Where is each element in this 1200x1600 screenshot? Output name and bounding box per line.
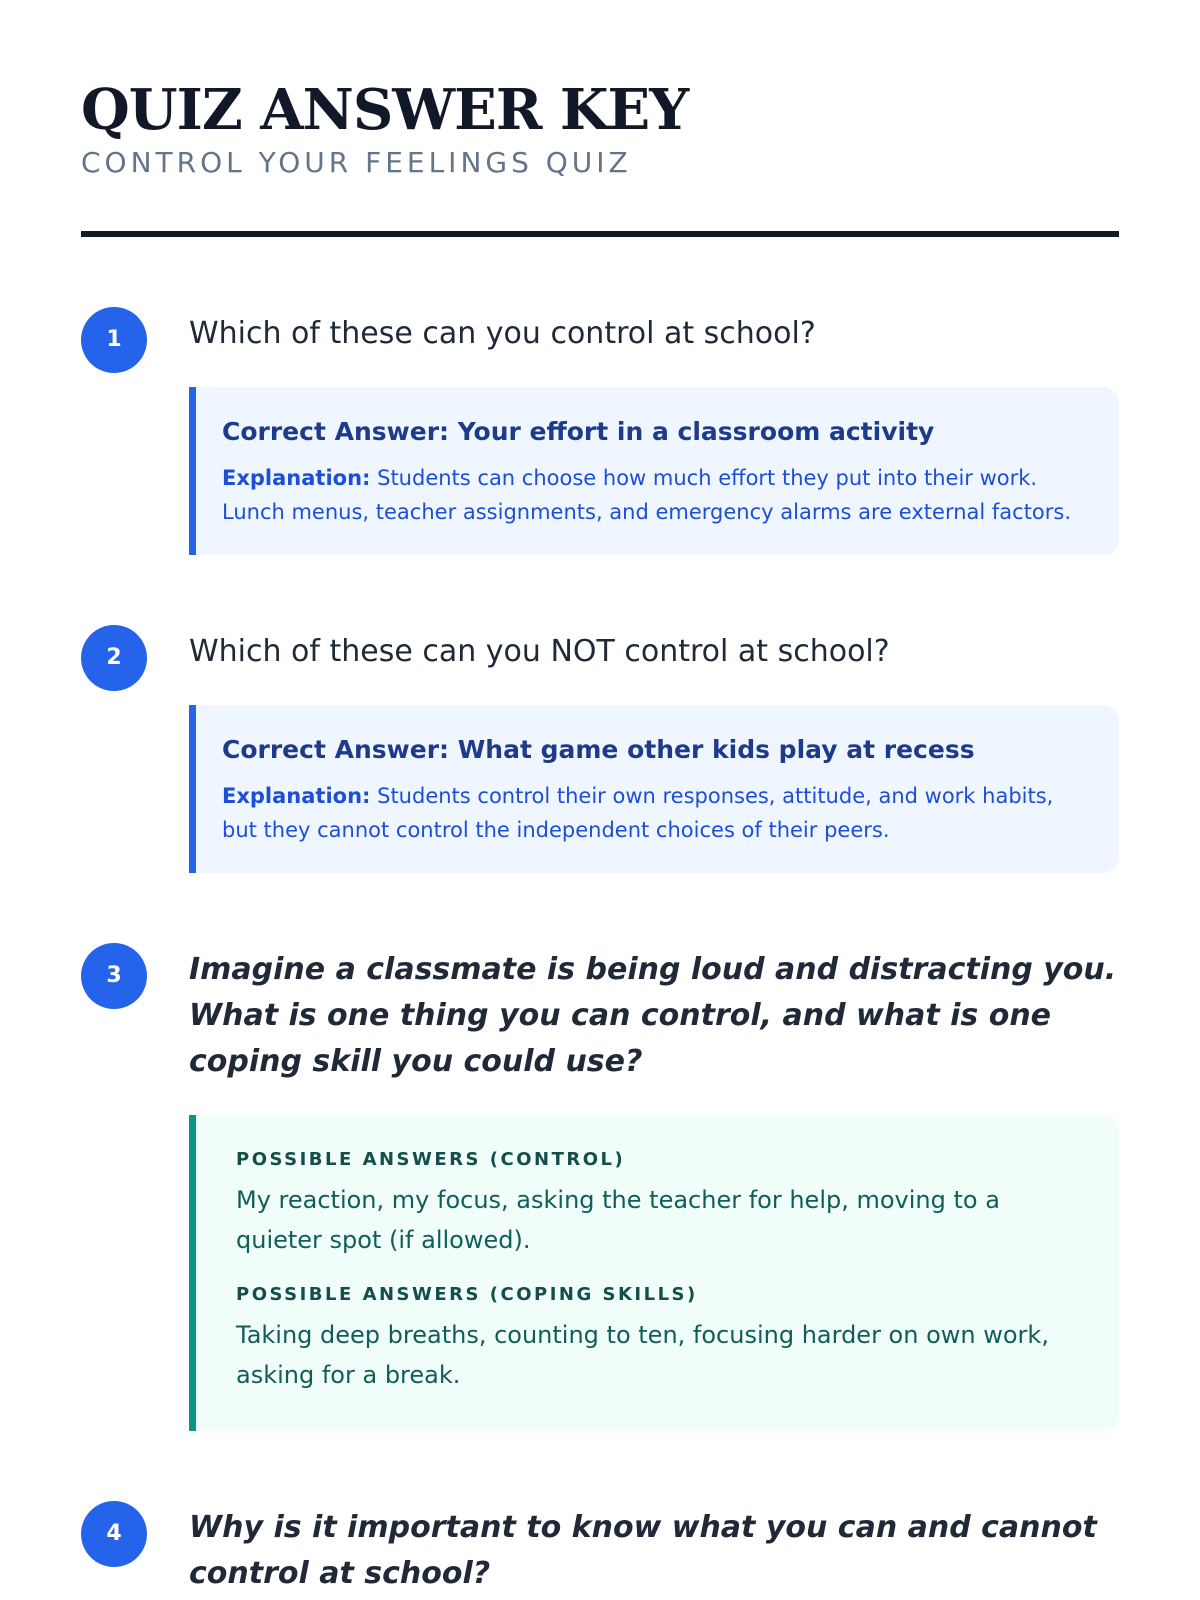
page-title: QUIZ ANSWER KEY [81, 77, 689, 143]
question-3 [81, 943, 1119, 1431]
answer-box [189, 705, 1119, 873]
question-number-badge: 3 [81, 943, 147, 1009]
question-body [189, 625, 1119, 873]
possible-answers-coping [236, 1284, 1079, 1395]
question-text: Which of these can you NOT control at school? [189, 633, 890, 669]
question-number-badge: 2 [81, 625, 147, 691]
correct-answer: Correct Answer: Your effort in a classroom activity [222, 416, 935, 446]
question-text: Why is it important to know what you can and cannot control at school? [189, 1509, 1097, 1591]
possible-answers-heading: POSSIBLE ANSWERS (CONTROL) [236, 1148, 626, 1170]
possible-answers-text: Taking deep breaths, counting to ten, focusing harder on own work, asking for a break. [236, 1320, 1049, 1389]
question-body [189, 1501, 1119, 1597]
possible-answers-heading: POSSIBLE ANSWERS (COPING SKILLS) [236, 1283, 698, 1305]
explanation-label: Explanation: [222, 783, 371, 808]
possible-answers-box [189, 1115, 1119, 1431]
question-body [189, 307, 1119, 555]
question-1 [81, 307, 1119, 555]
question-text: Imagine a classmate is being loud and distracting you. What is one thing you can control, and what is one coping skill you could use? [189, 951, 1117, 1079]
question-text: Which of these can you control at school? [189, 315, 816, 351]
explanation-text: Students control their own responses, attitude, and work habits, but they cannot control the independent choices of their peers. [222, 783, 1054, 842]
explanation-label: Explanation: [222, 465, 371, 490]
page-subtitle: CONTROL YOUR FEELINGS QUIZ [81, 145, 632, 179]
question-number-badge: 4 [81, 1501, 147, 1567]
possible-answers-control [236, 1149, 1079, 1260]
header-divider [81, 231, 1119, 237]
question-2 [81, 625, 1119, 873]
question-4 [81, 1501, 1119, 1597]
answer-box [189, 387, 1119, 555]
possible-answers-text: My reaction, my focus, asking the teacher for help, moving to a quieter spot (if allowed). [236, 1185, 1000, 1254]
question-number-badge: 1 [81, 307, 147, 373]
explanation-text: Students can choose how much effort they put into their work. Lunch menus, teacher assignments, and emergency alarms are external factors. [222, 465, 1072, 524]
page-header [81, 0, 1119, 237]
question-body [189, 943, 1119, 1431]
correct-answer: Correct Answer: What game other kids play at recess [222, 734, 975, 764]
explanation [222, 779, 1087, 847]
explanation [222, 461, 1087, 529]
